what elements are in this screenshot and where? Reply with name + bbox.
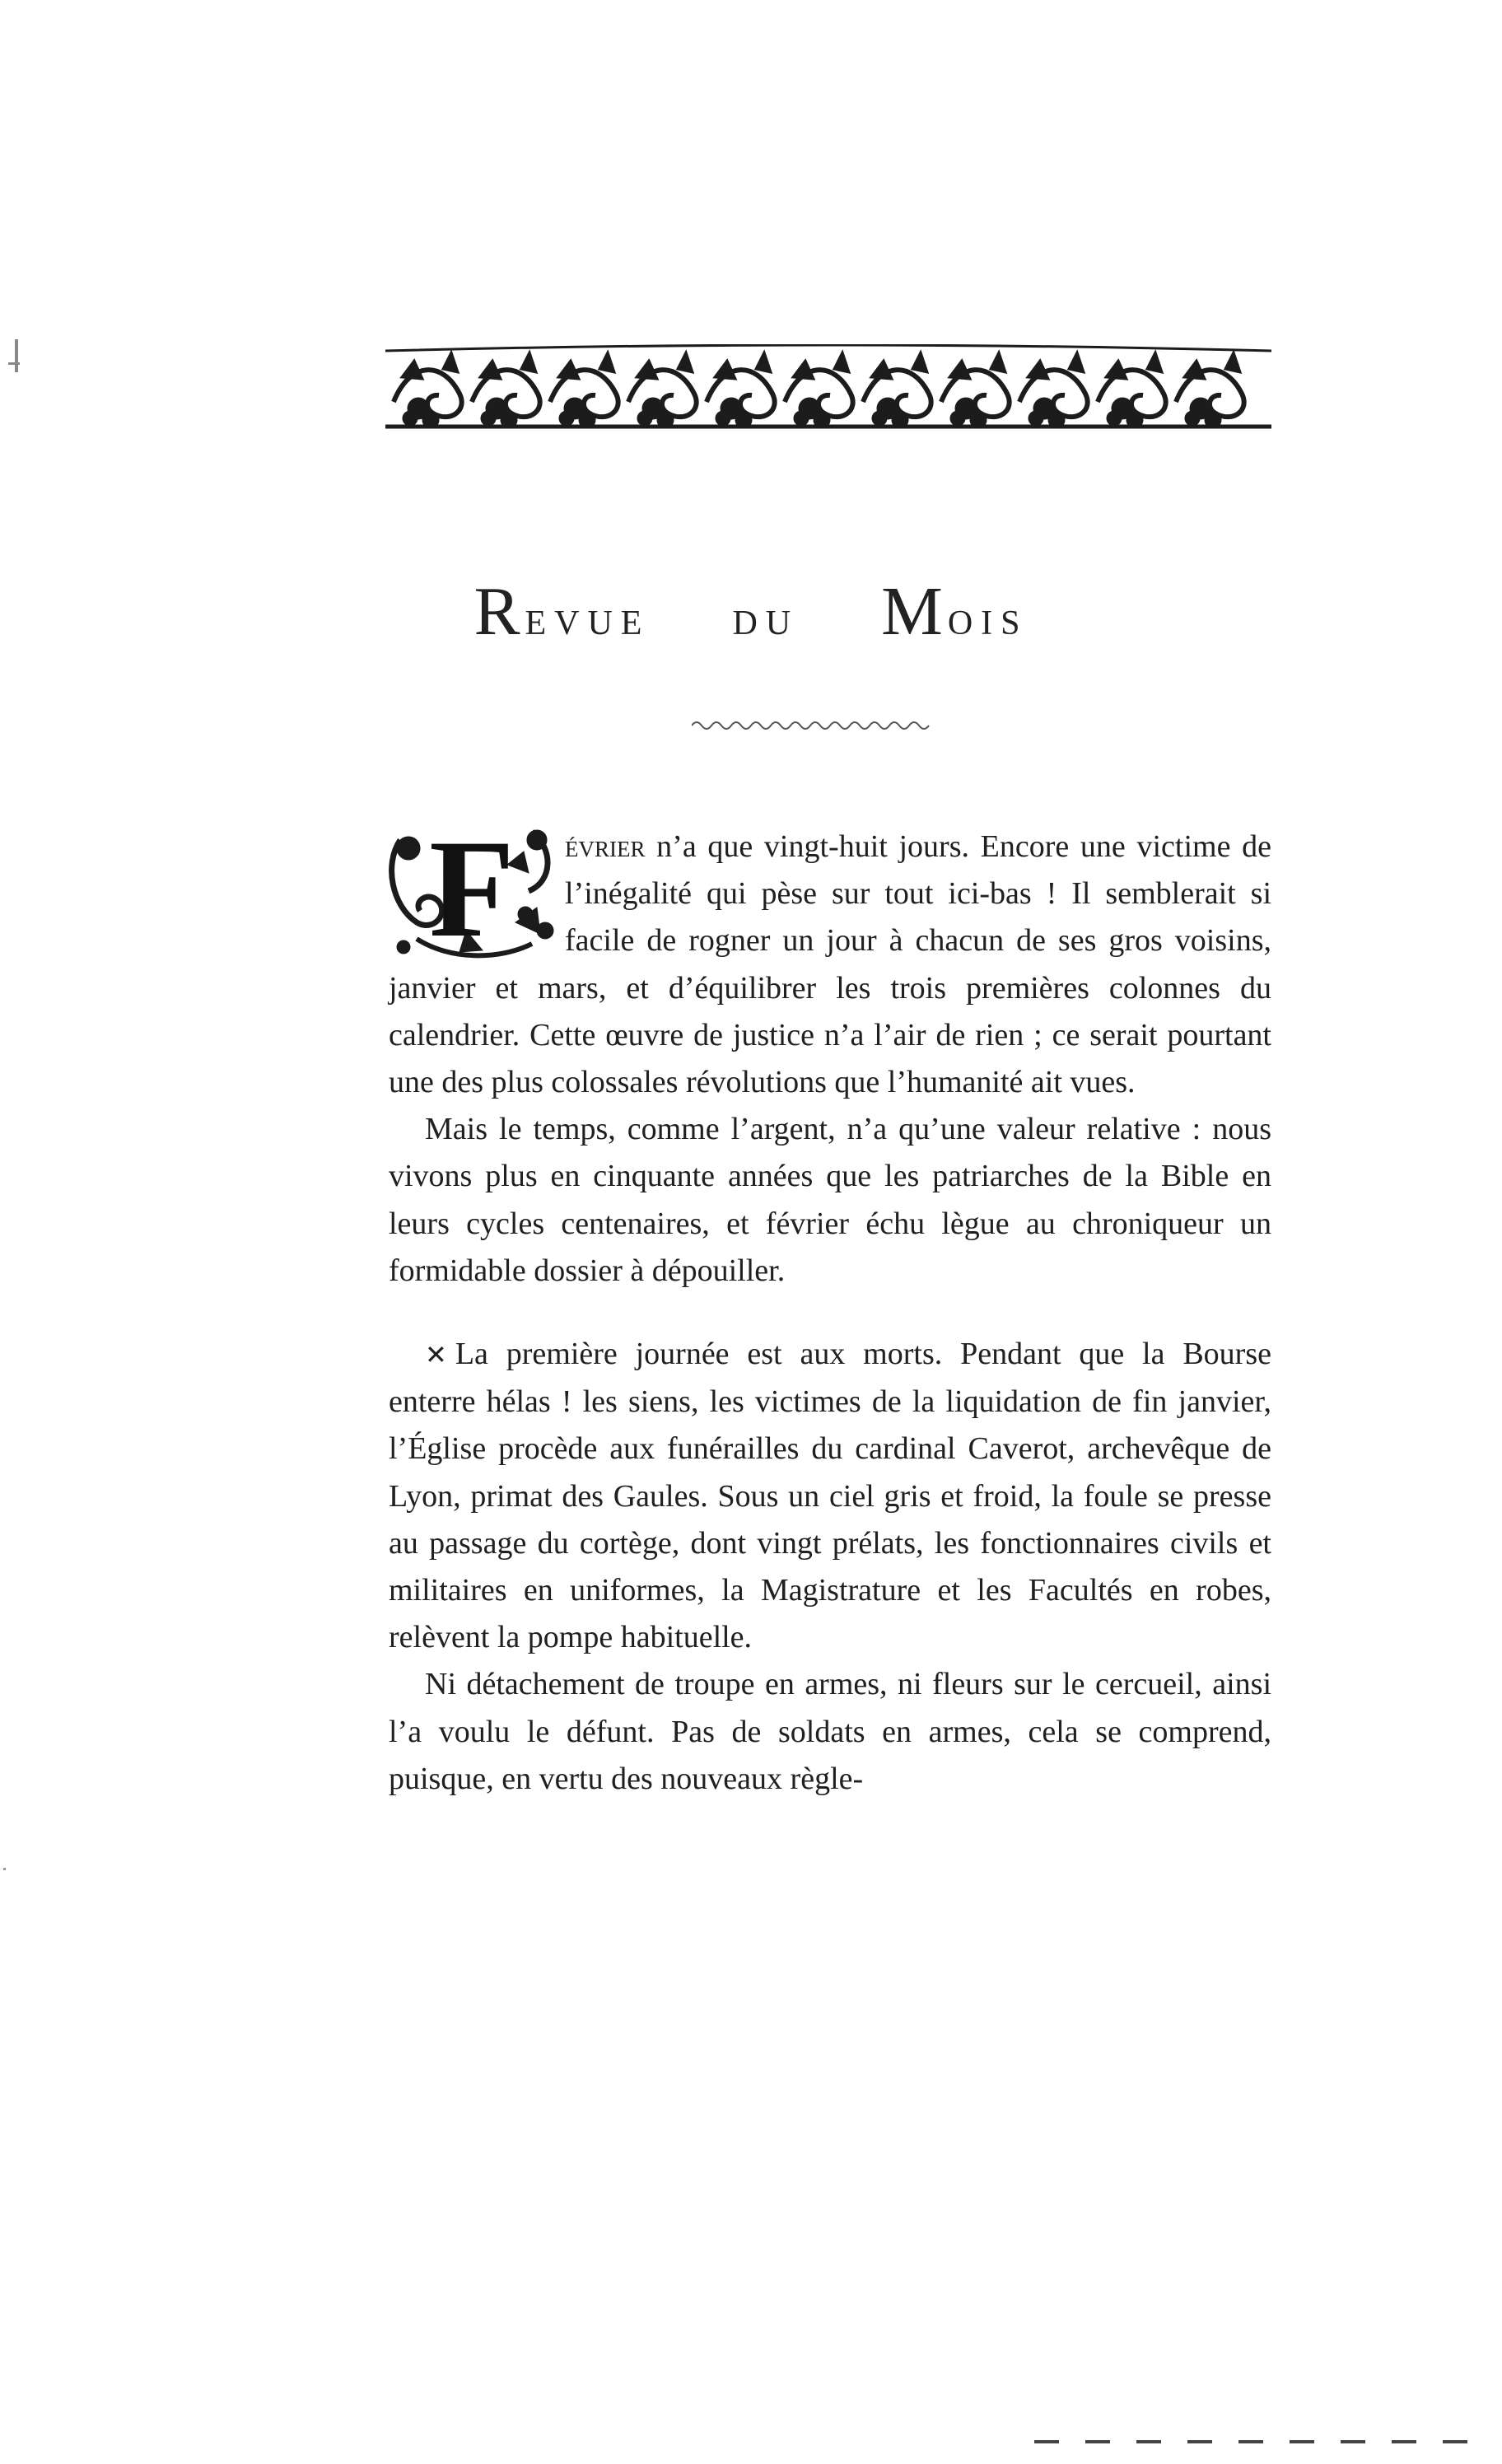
asterism-icon: ✕ xyxy=(425,1339,447,1371)
paragraph-1-text: n’a que vingt-huit jours. Encore une victime de l’inégalité qui pèse sur tout ici-bas ! Il semblerait si facile de rogner un jour à chacun de ses gros voisins, janvier et mars, et d’équilibrer les trois premières colonnes du calendrier. Cette œuvre de justice n’a l’air de rien ; ce serait pourtant une des plus colossales révolutions que l’humanité ait vues. xyxy=(389,829,1271,1100)
paragraph-2: Mais le temps, comme l’argent, n’a qu’une valeur relative : nous vivons plus en cinquante années que les patriarches de la Bible en leurs cycles centenaires, et février échu lègue au chroniqueur un formidable dossier à dépouiller. xyxy=(389,1112,1271,1288)
ornamental-headpiece xyxy=(385,344,1271,435)
vine-ornament-icon xyxy=(385,344,1271,435)
title-cap-m: M xyxy=(881,573,948,650)
article-body xyxy=(389,824,1271,1803)
page-title xyxy=(0,572,1502,651)
paragraph-3-text: La première journée est aux morts. Pendant que la Bourse enterre hélas ! les siens, les victimes de la liquidation de fin janvier, l’Église procède aux funérailles du cardinal Caverot, archevêque de Lyon, primat des Gaules. Sous un ciel gris et froid, la foule se presse au passage du cortège, dont vingt prélats, les fonctionnaires civils et militaires en uniformes, la Magistrature et les Facultés en robes, relèvent la pompe habituelle. xyxy=(389,1337,1271,1655)
paragraph-1-lead: évrier xyxy=(565,829,646,864)
title-word-mois: ois xyxy=(947,590,1029,645)
squiggle-rule-icon xyxy=(692,718,931,733)
margin-mark xyxy=(8,362,20,365)
paragraph-1 xyxy=(389,824,1271,1106)
margin-mark xyxy=(3,1868,6,1870)
margin-mark xyxy=(15,339,18,372)
dropcap-letter: F xyxy=(429,815,515,960)
paragraph-4: Ni détachement de troupe en armes, ni fleurs sur le cercueil, ainsi l’a voulu le défunt. Pas de soldats en armes, cela se comprend, puisque, en vertu des nouveaux règle- xyxy=(389,1667,1271,1796)
dropcap-spacer xyxy=(389,824,565,964)
title-word-du: du xyxy=(732,590,800,645)
title-cap-r: R xyxy=(473,573,525,650)
title-word-revue: evue xyxy=(525,590,651,645)
paragraph-3 xyxy=(389,1331,1271,1661)
footer-dashes xyxy=(1034,2439,1479,2444)
